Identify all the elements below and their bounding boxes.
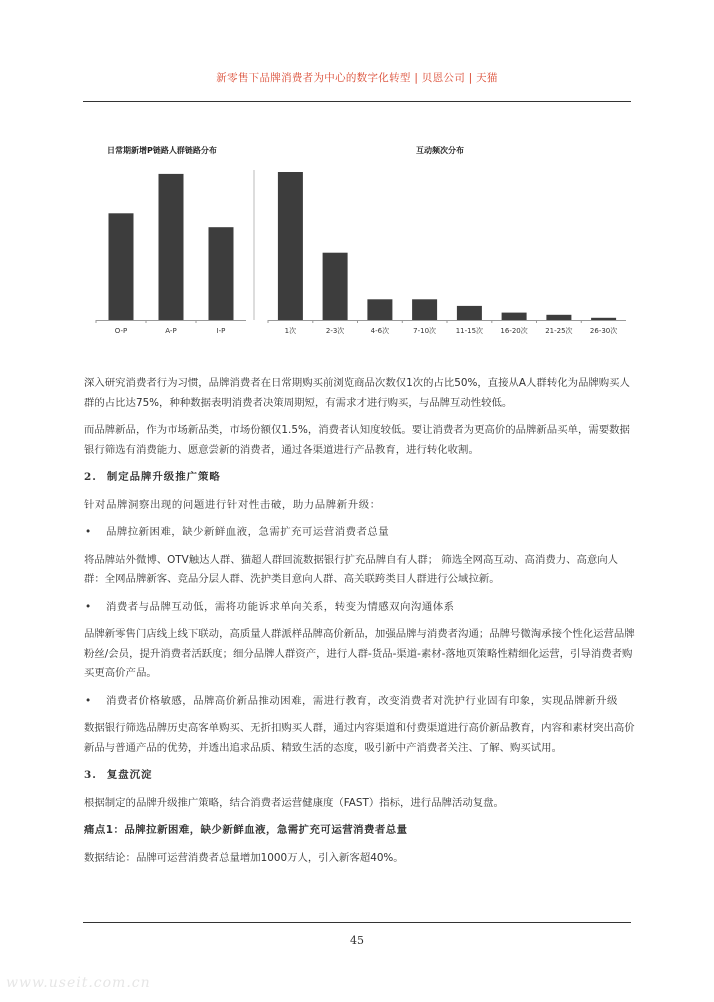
x-tick-label: O-P — [114, 327, 128, 335]
bullet-text: 消费者价格敏感，品牌高价新品推动困难，需进行教育，改变消费者对洗护行业固有印象，实现品牌新升级 — [106, 694, 618, 707]
paragraph: 深入研究消费者行为习惯，品牌消费者在日常期购买前浏览商品次数仅1次的占比50%，直接从A人群转化为品牌购买人群的占比达75%，种种数据表明消费者决策周期短，有需求才进行购买，与品牌互动性较低。 — [84, 377, 630, 409]
x-tick-label: 16-20次 — [500, 327, 528, 335]
section-title: 复盘沉淀 — [106, 769, 153, 781]
footer-rule — [83, 922, 631, 923]
section-number: 2. — [84, 471, 97, 483]
bullet-marker: • — [85, 694, 92, 707]
bar — [159, 174, 184, 320]
x-tick-label: 7-10次 — [413, 327, 437, 335]
chart-2-title: 互动频次分布 — [416, 146, 464, 155]
bar — [412, 299, 437, 320]
x-tick-label: A-P — [165, 327, 177, 335]
x-tick-label: 21-25次 — [545, 327, 573, 335]
bar — [457, 306, 482, 320]
watermark: www.useit.com.cn — [6, 975, 151, 991]
bar — [546, 315, 571, 320]
bullet-marker: • — [85, 600, 92, 613]
paragraph: 品牌新零售门店线上线下联动，高质量人群派样品牌高价新品，加强品牌与消费者沟通；品牌号微淘承接个性化运营品牌粉丝/会员，提升消费者活跃度；细分品牌人群资产，进行人群-货品-渠道-素材-落地页策略性精细化运营，引导消费者购买更高价产品。 — [84, 628, 635, 679]
paragraph: 针对品牌洞察出现的问题进行针对性击破，助力品牌新升级： — [84, 498, 381, 511]
chart-1-bars — [96, 174, 246, 335]
bar — [209, 227, 234, 320]
section-number: 3. — [84, 769, 97, 781]
section-heading-3 — [84, 766, 636, 786]
x-tick-label: 1次 — [284, 327, 297, 335]
paragraph: 根据制定的品牌升级推广策略，结合消费者运营健康度（FAST）指标，进行品牌活动复盘。 — [84, 796, 504, 809]
bar — [323, 253, 348, 320]
running-header: 新零售下品牌消费者为中心的数字化转型 | 贝恩公司 | 天猫 — [216, 72, 498, 84]
bullet-item — [84, 598, 636, 618]
bar — [591, 318, 616, 320]
charts-area — [0, 0, 714, 350]
bar — [367, 299, 392, 320]
bullet-text: 消费者与品牌互动低，需将功能诉求单向关系，转变为情感双向沟通体系 — [106, 600, 455, 613]
bar — [278, 172, 303, 320]
x-tick-label: 2-3次 — [325, 327, 345, 335]
bar — [109, 213, 134, 320]
section-title: 制定品牌升级推广策略 — [106, 471, 221, 483]
x-tick-label: 11-15次 — [455, 327, 484, 335]
section-heading-2 — [84, 468, 636, 488]
paragraph: 数据结论：品牌可运营消费者总量增加1000万人，引入新客超40%。 — [84, 851, 404, 864]
chart-1-title: 日常期新增P链路人群链路分布 — [107, 146, 217, 155]
x-tick-label: 26-30次 — [589, 327, 618, 335]
bullet-item — [84, 692, 636, 712]
bullet-text: 品牌拉新困难，缺少新鲜血液，急需扩充可运营消费者总量 — [106, 526, 390, 538]
pain-point-heading: 痛点1：品牌拉新困难，缺少新鲜血液，急需扩充可运营消费者总量 — [84, 824, 408, 836]
x-tick-label: 4-6次 — [370, 327, 390, 335]
x-tick-label: I-P — [216, 327, 226, 335]
chart-2-bars — [268, 172, 626, 335]
body-content — [84, 374, 636, 876]
page-number: 45 — [350, 934, 364, 947]
bullet-marker: • — [85, 526, 92, 538]
bullet-item — [84, 523, 636, 543]
paragraph: 而品牌新品，作为市场新品类，市场份额仅1.5%，消费者认知度较低。要让消费者为更高价的品牌新品买单，需要数据银行筛选有消费能力、愿意尝新的消费者，通过各渠道进行产品教育，进行转化收割。 — [84, 424, 630, 456]
bar — [502, 313, 527, 320]
paragraph: 数据银行筛选品牌历史高客单购买、无折扣购买人群，通过内容渠道和付费渠道进行高价新品教育，内容和素材突出高价新品与普通产品的优势，并透出追求品质、精致生活的态度，吸引新中产消费者关注、了解、购买试用。 — [84, 722, 635, 754]
paragraph: 将品牌站外微博、OTV触达人群、猫超人群回流数据银行扩充品牌自有人群； 筛选全网高互动、高消费力、高意向人群：全网品牌新客、竞品分层人群、洗护类目意向人群、高关联跨类目人群进行公域拉新。 — [84, 553, 619, 585]
